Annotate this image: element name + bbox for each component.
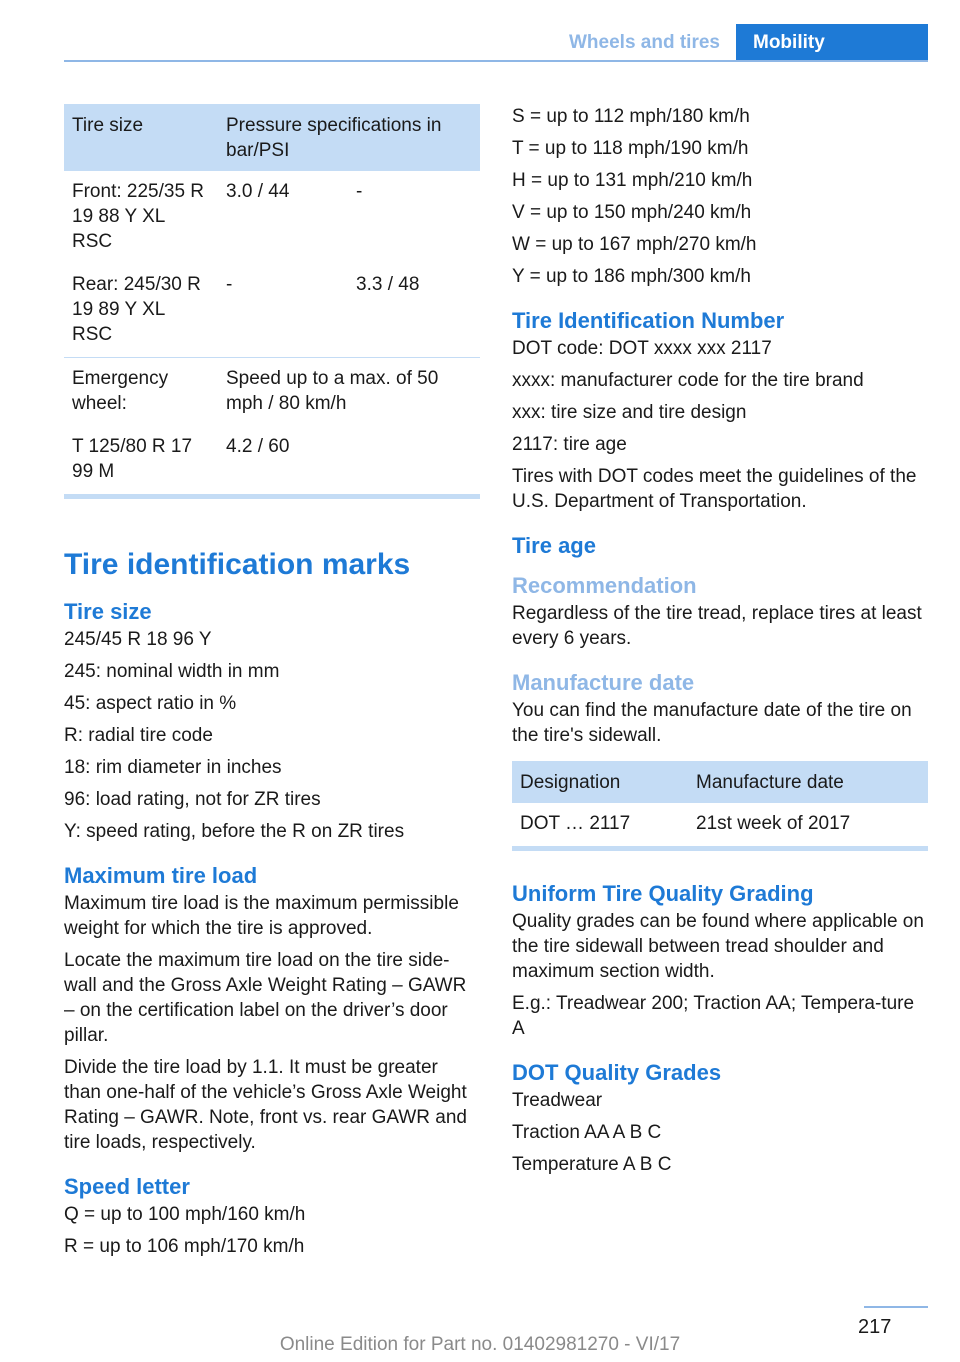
text-line: 96: load rating, not for ZR tires bbox=[64, 789, 321, 810]
table-row bbox=[64, 171, 480, 264]
table-header-cell: Designation bbox=[512, 761, 688, 803]
text-line: Traction AA A B C bbox=[512, 1122, 662, 1143]
table-row bbox=[512, 803, 928, 846]
table-header-row bbox=[64, 104, 480, 171]
table-cell: Front: 225/35 R 19 88 Y XL RSC bbox=[72, 181, 205, 252]
table-header-cell: Manufacture date bbox=[688, 761, 928, 803]
text-line: Treadwear bbox=[512, 1090, 603, 1111]
tire-pressure-table bbox=[64, 104, 480, 494]
manufacture-date-heading: Manufacture date bbox=[512, 670, 695, 695]
text-line: xxx: tire size and tire design bbox=[512, 402, 747, 423]
paragraph: Tires with DOT codes meet the guidelines of the U.S. Department of Transportation. bbox=[512, 466, 917, 512]
max-load-heading: Maximum tire load bbox=[64, 863, 258, 888]
text-line: V = up to 150 mph/240 km/h bbox=[512, 202, 752, 223]
tire-size-heading: Tire size bbox=[64, 599, 152, 624]
page-number: 217 bbox=[858, 1316, 892, 1338]
footer-edition: Online Edition for Part no. 01402981270 - VI/17 bbox=[279, 1334, 681, 1355]
speed-letter-heading: Speed letter bbox=[64, 1174, 190, 1199]
dot-grades-heading: DOT Quality Grades bbox=[512, 1060, 722, 1085]
paragraph: Locate the maximum tire load on the tire side-wall and the Gross Axle Weight Rating – GAWR – on the certification label on the driver’s door pillar. bbox=[64, 950, 467, 1046]
table-cell: T 125/80 R 17 99 M bbox=[72, 436, 193, 482]
table-cell: - bbox=[226, 274, 233, 295]
table-cell: 3.0 / 44 bbox=[226, 181, 290, 202]
text-line: 245/45 R 18 96 Y bbox=[64, 629, 212, 650]
table-cell: Emergency wheel: bbox=[64, 358, 218, 427]
text-line: R: radial tire code bbox=[64, 725, 213, 746]
header-chapter-tab: Mobility bbox=[736, 24, 928, 62]
table-cell: 3.3 / 48 bbox=[356, 274, 420, 295]
page-number-rule bbox=[864, 1306, 928, 1308]
table-cell: Rear: 245/30 R 19 89 Y XL RSC bbox=[72, 274, 201, 345]
tire-age-heading: Tire age bbox=[512, 533, 596, 558]
text-line: S = up to 112 mph/180 km/h bbox=[512, 106, 750, 127]
paragraph: Divide the tire load by 1.1. It must be greater than one-half of the vehicle’s Gross Axle Weight Rating – GAWR. Note, front vs. rear GAWR and tire loads, respectively. bbox=[64, 1057, 467, 1153]
table-row bbox=[64, 358, 480, 427]
table-row bbox=[64, 264, 480, 358]
paragraph: Maximum tire load is the maximum permissible weight for which the tire is approved. bbox=[64, 893, 459, 939]
table-cell: - bbox=[356, 181, 363, 202]
text-line: Q = up to 100 mph/160 km/h bbox=[64, 1204, 306, 1225]
table-cell: Speed up to a max. of 50 mph / 80 km/h bbox=[218, 358, 480, 427]
text-line: DOT code: DOT xxxx xxx 2117 bbox=[512, 338, 772, 359]
table-header-cell: Tire size bbox=[64, 104, 218, 171]
paragraph: Regardless of the tire tread, replace tires at least every 6 years. bbox=[512, 603, 922, 649]
paragraph: You can find the manufacture date of the tire on the tire's sidewall. bbox=[512, 700, 912, 746]
table-cell: 21st week of 2017 bbox=[696, 813, 851, 834]
text-line: R = up to 106 mph/170 km/h bbox=[64, 1236, 305, 1257]
table-row bbox=[64, 426, 480, 494]
text-line: Y = up to 186 mph/300 km/h bbox=[512, 266, 751, 287]
manufacture-date-table bbox=[512, 761, 928, 846]
text-line: 2117: tire age bbox=[512, 434, 627, 455]
tin-heading: Tire Identification Number bbox=[512, 308, 785, 333]
text-line: 45: aspect ratio in % bbox=[64, 693, 237, 714]
text-line: H = up to 131 mph/210 km/h bbox=[512, 170, 753, 191]
paragraph: E.g.: Treadwear 200; Traction AA; Tempera-ture A bbox=[512, 993, 915, 1039]
table-header-cell: Pressure specifications in bar/PSI bbox=[218, 104, 480, 171]
table-cell: 4.2 / 60 bbox=[226, 436, 290, 457]
header-divider bbox=[64, 60, 928, 62]
text-line: 18: rim diameter in inches bbox=[64, 757, 282, 778]
right-column bbox=[512, 104, 928, 1184]
section-title: Tire identification marks bbox=[64, 548, 411, 581]
text-line: xxxx: manufacturer code for the tire brand bbox=[512, 370, 864, 391]
recommendation-heading: Recommendation bbox=[512, 573, 697, 598]
text-line: W = up to 167 mph/270 km/h bbox=[512, 234, 757, 255]
text-line: Temperature A B C bbox=[512, 1154, 672, 1175]
left-column bbox=[64, 104, 480, 1266]
text-line: T = up to 118 mph/190 km/h bbox=[512, 138, 749, 159]
utqg-heading: Uniform Tire Quality Grading bbox=[512, 881, 814, 906]
paragraph: Quality grades can be found where applicable on the tire sidewall between tread shoulder and maximum section width. bbox=[512, 911, 924, 982]
header-section-label: Wheels and tires bbox=[569, 32, 720, 53]
table-header-row bbox=[512, 761, 928, 803]
text-line: Y: speed rating, before the R on ZR tires bbox=[64, 821, 405, 842]
table-cell: DOT … 2117 bbox=[520, 813, 631, 834]
text-line: 245: nominal width in mm bbox=[64, 661, 280, 682]
